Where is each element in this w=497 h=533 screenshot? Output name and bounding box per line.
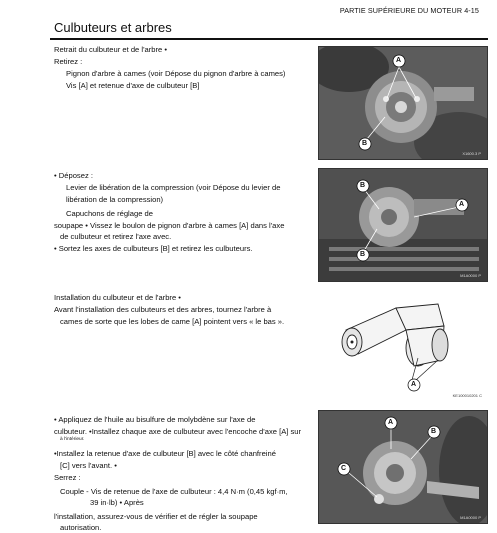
block2-line2: libération de la compression) [66,195,164,204]
block2-line1: Levier de libération de la compression (voir Dépose du levier de [66,183,281,192]
block4-serrez: Serrez : [54,473,81,482]
block3-line1: Avant l'installation des culbuteurs et des arbres, tournez l'arbre à [54,305,272,314]
figure-2-callout-b2: B [360,251,366,258]
section-title: Culbuteurs et arbres [54,20,172,35]
block4-line7: l'installation, assurez-vous de vérifier et de régler la soupape [54,512,258,521]
figure-1-callout-b: B [362,140,368,147]
figure-2-callout-b1: B [360,182,366,189]
figure-4-photo [318,410,488,524]
block4-line2-small: à l'intérieur. [60,437,85,442]
figure-2-code: M1A0000 P [460,273,481,278]
block2-line3: Capuchons de réglage de [66,209,153,218]
block3-heading: Installation du culbuteur et de l'arbre • [54,293,181,302]
block2-line4: soupape • Vissez le boulon de pignon d'arbre à cames [A] dans l'axe [54,221,285,230]
figure-4-callout-a: A [388,419,394,426]
block1-retirez: Retirez : [54,57,83,66]
block2-line6: • Sortez les axes de culbuteurs [B] et retirez les culbuteurs. [54,244,253,253]
figure-1-code: X1600.3 P [462,151,481,156]
title-rule [50,38,488,40]
figure-1-photo [318,46,488,160]
block2-deposez: • Déposez : [54,171,93,180]
block4-line4: [C] vers l'avant. • [60,461,117,470]
figure-4-callout-b: B [431,428,437,435]
figure-2-photo [318,168,488,282]
block4-line8: autorisation. [60,523,102,532]
figure-1-callout-a: A [396,57,402,64]
block1-line2: Vis [A] et retenue d'axe de culbuteur [B] [66,81,200,90]
page-header: PARTIE SUPÉRIEURE DU MOTEUR 4-15 [339,6,479,15]
figure-2-callout-a: A [459,201,465,208]
figure-3-code: KE100010201 C [452,393,482,398]
figure-3-drawing [318,290,486,402]
figure-4-callout-c: C [341,465,347,472]
figure-4-code: M1A0000 P [460,515,481,520]
block4-line3: •Installez la retenue d'axe de culbuteur [B] avec le côté chanfreiné [54,449,276,458]
block1-heading: Retrait du culbuteur et de l'arbre • [54,45,168,54]
figure-3-callout-a: A [411,381,417,388]
block4-line2: culbuteur. •Installez chaque axe de culbuteur avec l'encoche d'axe [A] sur [54,427,302,436]
block3-line2: cames de sorte que les lobes de came [A] pointent vers « le bas ». [60,317,285,326]
block1-line1: Pignon d'arbre à cames (voir Dépose du pignon d'arbre à cames) [66,69,286,78]
block4-line1: • Appliquez de l'huile au bisulfure de molybdène sur l'axe de [54,415,256,424]
block4-line6: 39 in·lb) • Après [90,498,144,507]
block4-line5: Couple - Vis de retenue de l'axe de culbuteur : 4,4 N·m (0,45 kgf·m, [60,487,288,496]
block2-line5: de culbuteur et retirez l'axe avec. [60,232,172,241]
